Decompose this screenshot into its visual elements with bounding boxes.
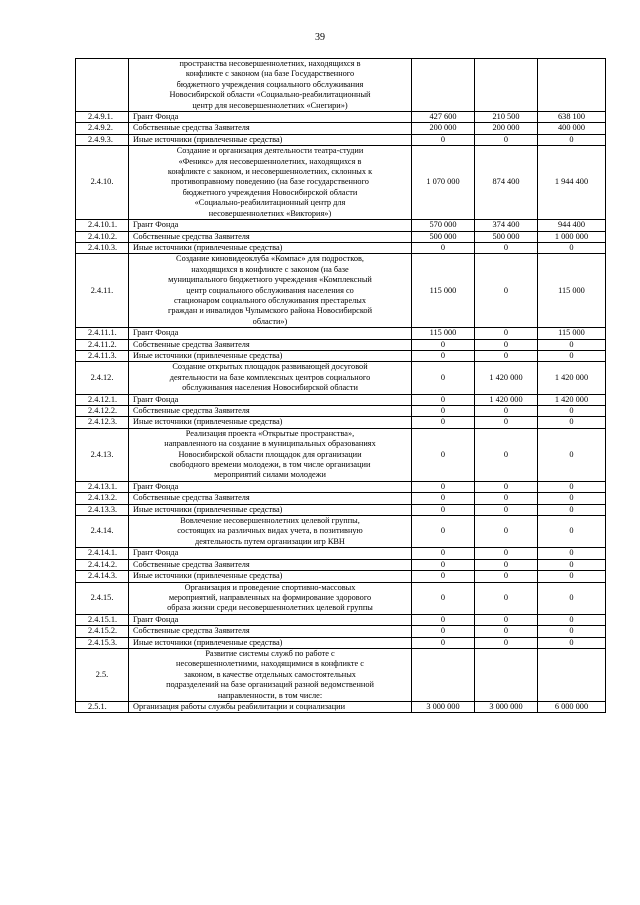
row-description-cell: [129, 123, 412, 134]
row-description-cell: [129, 134, 412, 145]
row-number-cell: 2.4.12.: [76, 362, 129, 394]
description-line: «Социально-реабилитационный центр для: [194, 198, 346, 208]
amount-cell-v2: 1 420 000: [475, 362, 538, 394]
amount-cell-v1: 0: [412, 493, 475, 504]
row-number-cell: 2.4.14.3.: [76, 571, 129, 582]
row-description-cell: [129, 701, 412, 712]
row-description-cell: [129, 417, 412, 428]
table-row: [76, 339, 606, 350]
amount-cell-v1: 427 600: [412, 112, 475, 123]
amount-cell-v2: 0: [475, 328, 538, 339]
row-number-cell: 2.4.13.3.: [76, 504, 129, 515]
amount-cell-v3: 115 000: [538, 254, 606, 328]
amount-cell-v1: 500 000: [412, 231, 475, 242]
description-line: центр для несовершеннолетних «Снегири»): [192, 100, 348, 110]
row-number-cell: 2.4.11.1.: [76, 328, 129, 339]
amount-cell-v3: 0: [538, 481, 606, 492]
description-line: центр социального обслуживания населения со: [186, 285, 354, 295]
amount-cell-v2: 0: [475, 582, 538, 614]
row-number-cell: 2.4.11.: [76, 254, 129, 328]
row-description-cell: [129, 516, 412, 548]
amount-cell-v2: 3 000 000: [475, 701, 538, 712]
amount-cell-v1: 0: [412, 504, 475, 515]
description-line: Иные источники (привлеченные средства): [133, 350, 283, 360]
description-line: Создание открытых площадок развивающей досуговой: [172, 362, 368, 372]
row-description-cell: [129, 220, 412, 231]
row-description-cell: [129, 582, 412, 614]
amount-cell-v2: 0: [475, 548, 538, 559]
amount-cell-v1: 0: [412, 481, 475, 492]
description-line: бюджетного учреждения социального обслуживания: [176, 79, 364, 89]
description-line: муниципального бюджетного учреждения «Комплексный: [168, 275, 372, 285]
amount-cell-v2: 0: [475, 516, 538, 548]
table-row: [76, 493, 606, 504]
amount-cell-v1: 0: [412, 516, 475, 548]
description-line: состоящих на различных видах учета, в позитивную: [177, 526, 363, 536]
row-number-cell: 2.4.9.2.: [76, 123, 129, 134]
amount-cell-v1: 0: [412, 339, 475, 350]
amount-cell-v2: 0: [475, 481, 538, 492]
amount-cell-v3: 0: [538, 242, 606, 253]
description-line: Грант Фонда: [133, 548, 179, 558]
amount-cell-v1: 1 070 000: [412, 146, 475, 220]
amount-cell-v1: 0: [412, 394, 475, 405]
row-description-cell: [129, 571, 412, 582]
row-number-cell: 2.4.9.3.: [76, 134, 129, 145]
description-line: бюджетного учреждения Новосибирской области: [182, 187, 358, 197]
description-line: мероприятий, направленных на формирование здорового: [168, 592, 372, 602]
amount-cell-v3: 1 420 000: [538, 394, 606, 405]
description-line: конфликте с законом, и несовершеннолетних, склонных к: [167, 167, 373, 177]
description-line: деятельности на базе комплексных центров социального: [169, 372, 371, 382]
amount-cell-v3: 944 400: [538, 220, 606, 231]
amount-cell-v3: 6 000 000: [538, 701, 606, 712]
description-line: мероприятий силами молодежи: [214, 470, 326, 480]
table-row: [76, 134, 606, 145]
amount-cell-v3: 0: [538, 614, 606, 625]
description-line: Создание и организация деятельности театра-студии: [176, 146, 364, 156]
row-number-cell: 2.4.10.2.: [76, 231, 129, 242]
description-line: находящихся в конфликте с законом (на базе: [191, 264, 349, 274]
amount-cell-v2: 0: [475, 504, 538, 515]
amount-cell-v2: 1 420 000: [475, 394, 538, 405]
description-line: Иные источники (привлеченные средства): [133, 134, 283, 144]
amount-cell-v2: 200 000: [475, 123, 538, 134]
table-row: [76, 428, 606, 481]
amount-cell-v2: 0: [475, 637, 538, 648]
description-line: противоправному поведению (на базе государственного: [171, 177, 369, 187]
amount-cell-v1: 570 000: [412, 220, 475, 231]
description-line: обслуживания населения Новосибирской области: [182, 383, 358, 393]
row-number-cell: [76, 59, 129, 112]
amount-cell-v3: 0: [538, 406, 606, 417]
row-description-cell: [129, 350, 412, 361]
amount-cell-v3: 1 944 400: [538, 146, 606, 220]
table-row: [76, 582, 606, 614]
description-line: направленности, в том числе:: [217, 690, 323, 700]
description-line: конфликте с законом (на базе Государственного: [185, 69, 355, 79]
row-number-cell: 2.4.11.3.: [76, 350, 129, 361]
description-line: Новосибирской области «Социально-реабилитационный: [169, 90, 371, 100]
row-number-cell: 2.4.15.3.: [76, 637, 129, 648]
row-description-cell: [129, 59, 412, 112]
description-line: граждан и инвалидов Чулымского района Новосибирской: [167, 306, 373, 316]
amount-cell-v2: 0: [475, 493, 538, 504]
description-line: Создание киновидеоклуба «Компас» для подростков,: [176, 254, 364, 264]
description-line: Грант Фонда: [133, 112, 179, 122]
amount-cell-v1: 115 000: [412, 254, 475, 328]
row-description-cell: [129, 504, 412, 515]
row-number-cell: 2.4.15.: [76, 582, 129, 614]
amount-cell-v3: 0: [538, 582, 606, 614]
row-number-cell: 2.4.14.2.: [76, 559, 129, 570]
amount-cell-v3: 400 000: [538, 123, 606, 134]
amount-cell-v2: 0: [475, 350, 538, 361]
amount-cell-v3: 115 000: [538, 328, 606, 339]
amount-cell-v3: 0: [538, 516, 606, 548]
amount-cell-v1: [412, 648, 475, 701]
table-row: [76, 614, 606, 625]
amount-cell-v1: 0: [412, 559, 475, 570]
amount-cell-v2: 0: [475, 626, 538, 637]
row-number-cell: 2.4.15.2.: [76, 626, 129, 637]
row-number-cell: 2.4.10.1.: [76, 220, 129, 231]
description-line: области»): [252, 316, 288, 326]
table-row: [76, 571, 606, 582]
amount-cell-v2: 874 400: [475, 146, 538, 220]
row-description-cell: [129, 626, 412, 637]
description-line: Собственные средства Заявителя: [133, 559, 250, 569]
description-line: Новосибирской области площадок для организации: [178, 449, 362, 459]
amount-cell-v2: 374 400: [475, 220, 538, 231]
row-description-cell: [129, 548, 412, 559]
description-line: Грант Фонда: [133, 614, 179, 624]
description-line: образа жизни среди несовершеннолетних целевой группы: [167, 603, 373, 613]
row-description-cell: [129, 614, 412, 625]
description-line: Организация работы службы реабилитации и социализации: [133, 701, 346, 711]
amount-cell-v2: 0: [475, 559, 538, 570]
amount-cell-v3: 0: [538, 417, 606, 428]
description-line: Организация и проведение спортивно-массовых: [184, 582, 356, 592]
table-row: [76, 394, 606, 405]
description-line: Иные источники (привлеченные средства): [133, 242, 283, 252]
amount-cell-v1: 3 000 000: [412, 701, 475, 712]
amount-cell-v3: 1 420 000: [538, 362, 606, 394]
description-line: Иные источники (привлеченные средства): [133, 637, 283, 647]
amount-cell-v3: 638 100: [538, 112, 606, 123]
amount-cell-v3: 0: [538, 559, 606, 570]
table-row: [76, 548, 606, 559]
amount-cell-v2: 0: [475, 571, 538, 582]
amount-cell-v2: 0: [475, 614, 538, 625]
description-line: Реализация проекта «Открытые пространства»,: [185, 428, 355, 438]
amount-cell-v1: 0: [412, 637, 475, 648]
row-description-cell: [129, 112, 412, 123]
table-row: [76, 146, 606, 220]
row-description-cell: [129, 254, 412, 328]
amount-cell-v3: 0: [538, 626, 606, 637]
description-line: подразделений на базе организаций разной ведомственной: [166, 680, 374, 690]
amount-cell-v3: [538, 648, 606, 701]
amount-cell-v1: 0: [412, 417, 475, 428]
amount-cell-v1: 0: [412, 626, 475, 637]
table-row: [76, 59, 606, 112]
amount-cell-v2: [475, 648, 538, 701]
table-row: [76, 220, 606, 231]
amount-cell-v3: 0: [538, 428, 606, 481]
row-description-cell: [129, 481, 412, 492]
row-description-cell: [129, 559, 412, 570]
amount-cell-v1: 0: [412, 134, 475, 145]
row-number-cell: 2.4.12.2.: [76, 406, 129, 417]
row-description-cell: [129, 394, 412, 405]
amount-cell-v2: 500 000: [475, 231, 538, 242]
description-line: пространства несовершеннолетних, находящихся в: [179, 59, 361, 68]
row-description-cell: [129, 339, 412, 350]
description-line: деятельность путем организации игр КВН: [195, 536, 345, 546]
table-row: [76, 481, 606, 492]
row-description-cell: [129, 231, 412, 242]
table-row: [76, 123, 606, 134]
row-description-cell: [129, 406, 412, 417]
row-number-cell: 2.4.15.1.: [76, 614, 129, 625]
row-number-cell: 2.4.12.1.: [76, 394, 129, 405]
table-row: [76, 231, 606, 242]
amount-cell-v3: 1 000 000: [538, 231, 606, 242]
row-number-cell: 2.4.13.2.: [76, 493, 129, 504]
table-row: [76, 417, 606, 428]
description-line: Вовлечение несовершеннолетних целевой группы,: [180, 516, 360, 526]
row-number-cell: 2.5.: [76, 648, 129, 701]
description-line: Грант Фонда: [133, 394, 179, 404]
amount-cell-v2: 210 500: [475, 112, 538, 123]
table-row: [76, 254, 606, 328]
amount-cell-v1: 0: [412, 406, 475, 417]
amount-cell-v2: [475, 59, 538, 112]
row-number-cell: 2.4.9.1.: [76, 112, 129, 123]
amount-cell-v3: 0: [538, 493, 606, 504]
description-line: Иные источники (привлеченные средства): [133, 571, 283, 581]
amount-cell-v3: 0: [538, 350, 606, 361]
row-description-cell: [129, 648, 412, 701]
description-line: Собственные средства Заявителя: [133, 626, 250, 636]
description-line: законом, в качестве отдельных самостоятельных: [184, 669, 356, 679]
amount-cell-v1: 0: [412, 242, 475, 253]
table-row: [76, 516, 606, 548]
description-line: Развитие системы служб по работе с: [205, 648, 335, 658]
amount-cell-v2: 0: [475, 254, 538, 328]
description-line: свободного времени молодежи, в том числе организации: [169, 460, 371, 470]
amount-cell-v1: 0: [412, 362, 475, 394]
row-number-cell: 2.4.10.3.: [76, 242, 129, 253]
budget-table: [75, 58, 606, 713]
table-row: [76, 504, 606, 515]
amount-cell-v3: 0: [538, 548, 606, 559]
amount-cell-v1: 0: [412, 428, 475, 481]
amount-cell-v1: 0: [412, 350, 475, 361]
table-row: [76, 362, 606, 394]
description-line: несовершеннолетних «Виктория»): [208, 208, 332, 218]
amount-cell-v3: [538, 59, 606, 112]
description-line: Собственные средства Заявителя: [133, 231, 250, 241]
amount-cell-v3: 0: [538, 504, 606, 515]
description-line: «Феникс» для несовершеннолетних, находящихся в: [178, 156, 362, 166]
amount-cell-v2: 0: [475, 428, 538, 481]
description-line: направленного на создание в муниципальных образованиях: [164, 439, 376, 449]
amount-cell-v2: 0: [475, 134, 538, 145]
amount-cell-v1: 115 000: [412, 328, 475, 339]
row-number-cell: 2.4.10.: [76, 146, 129, 220]
table-row: [76, 648, 606, 701]
row-number-cell: 2.4.12.3.: [76, 417, 129, 428]
amount-cell-v1: [412, 59, 475, 112]
amount-cell-v2: 0: [475, 417, 538, 428]
amount-cell-v2: 0: [475, 406, 538, 417]
description-line: Иные источники (привлеченные средства): [133, 504, 283, 514]
amount-cell-v1: 200 000: [412, 123, 475, 134]
row-number-cell: 2.4.14.1.: [76, 548, 129, 559]
amount-cell-v1: 0: [412, 571, 475, 582]
row-description-cell: [129, 362, 412, 394]
amount-cell-v3: 0: [538, 134, 606, 145]
row-description-cell: [129, 146, 412, 220]
row-number-cell: 2.4.14.: [76, 516, 129, 548]
table-row: [76, 112, 606, 123]
table-row: [76, 350, 606, 361]
table-row: [76, 242, 606, 253]
row-number-cell: 2.5.1.: [76, 701, 129, 712]
budget-table-body: [76, 59, 606, 713]
row-number-cell: 2.4.13.: [76, 428, 129, 481]
description-line: Собственные средства Заявителя: [133, 406, 250, 415]
amount-cell-v1: 0: [412, 614, 475, 625]
description-line: стационаром социального обслуживания престарелых: [173, 295, 367, 305]
amount-cell-v2: 0: [475, 242, 538, 253]
table-row: [76, 559, 606, 570]
table-row: [76, 328, 606, 339]
description-line: Грант Фонда: [133, 481, 179, 491]
row-number-cell: 2.4.13.1.: [76, 481, 129, 492]
amount-cell-v2: 0: [475, 339, 538, 350]
table-row: [76, 406, 606, 417]
table-row: [76, 626, 606, 637]
page-number: 39: [315, 32, 325, 43]
row-number-cell: 2.4.11.2.: [76, 339, 129, 350]
description-line: несовершеннолетними, находящимися в конфликте с: [176, 659, 364, 669]
row-description-cell: [129, 637, 412, 648]
description-line: Собственные средства Заявителя: [133, 339, 250, 349]
description-line: Собственные средства Заявителя: [133, 123, 250, 133]
description-line: Собственные средства Заявителя: [133, 493, 250, 503]
amount-cell-v3: 0: [538, 637, 606, 648]
amount-cell-v1: 0: [412, 582, 475, 614]
description-line: Иные источники (привлеченные средства): [133, 417, 283, 427]
amount-cell-v1: 0: [412, 548, 475, 559]
row-description-cell: [129, 428, 412, 481]
row-description-cell: [129, 493, 412, 504]
row-description-cell: [129, 328, 412, 339]
table-row: [76, 701, 606, 712]
row-description-cell: [129, 242, 412, 253]
amount-cell-v3: 0: [538, 571, 606, 582]
description-line: Грант Фонда: [133, 220, 179, 230]
description-line: Грант Фонда: [133, 328, 179, 338]
table-row: [76, 637, 606, 648]
amount-cell-v3: 0: [538, 339, 606, 350]
